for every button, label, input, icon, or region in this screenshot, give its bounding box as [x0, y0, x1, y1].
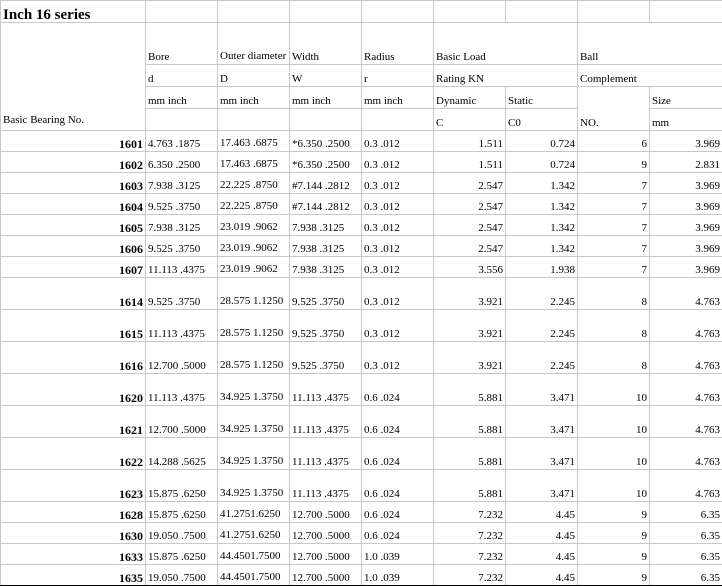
bearing-number: 1605	[1, 215, 146, 236]
table-body	[1, 131, 722, 586]
width-value: 9.525 .3750	[290, 278, 362, 310]
bore-value: 15.875 .6250	[146, 544, 218, 565]
bearing-number: 1601	[1, 131, 146, 152]
bore-value: 14.288 .5625	[146, 438, 218, 470]
ball-count-value: 9	[578, 502, 650, 523]
complement-header: Complement	[578, 65, 722, 87]
header-row-1	[1, 23, 722, 65]
ball-size-value: 4.763	[650, 310, 722, 342]
static-rating-value: 3.471	[506, 374, 578, 406]
dynamic-header: Dynamic	[434, 87, 506, 109]
outer-diameter-value: 28.575 1.1250	[218, 278, 290, 310]
radius-value: 0.3 .012	[362, 173, 434, 194]
radius-value: 0.6 .024	[362, 470, 434, 502]
width-header: Width	[290, 23, 362, 65]
ball-count-value: 9	[578, 544, 650, 565]
bore-symbol: d	[146, 65, 218, 87]
static-rating-value: 2.245	[506, 310, 578, 342]
bore-value: 19.050 .7500	[146, 565, 218, 586]
ball-size-value: 3.969	[650, 131, 722, 152]
dynamic-rating-value: 7.232	[434, 565, 506, 586]
width-value: *6.350 .2500	[290, 152, 362, 173]
static-rating-value: 4.45	[506, 502, 578, 523]
dynamic-rating-value: 7.232	[434, 544, 506, 565]
outer-diameter-value: 23.019 .9062	[218, 257, 290, 278]
bore-value: 7.938 .3125	[146, 173, 218, 194]
radius-value: 0.3 .012	[362, 131, 434, 152]
radius-value: 0.6 .024	[362, 438, 434, 470]
bearing-number: 1607	[1, 257, 146, 278]
static-rating-value: 1.938	[506, 257, 578, 278]
table-row	[1, 374, 722, 406]
radius-unit: mm inch	[362, 87, 434, 109]
dynamic-rating-value: 1.511	[434, 152, 506, 173]
ball-size-value: 3.969	[650, 173, 722, 194]
ball-count-value: 10	[578, 470, 650, 502]
width-value: 12.700 .5000	[290, 544, 362, 565]
ball-header: Ball	[578, 23, 722, 65]
dynamic-symbol: C	[434, 109, 506, 131]
outer-diameter-value: 34.925 1.3750	[218, 438, 290, 470]
ball-count-value: 10	[578, 406, 650, 438]
outer-diameter-value: 41.2751.6250	[218, 523, 290, 544]
width-value: 12.700 .5000	[290, 502, 362, 523]
size-unit: mm	[650, 109, 722, 131]
dynamic-rating-value: 2.547	[434, 194, 506, 215]
bearing-number: 1616	[1, 342, 146, 374]
width-value: 11.113 .4375	[290, 374, 362, 406]
radius-value: 1.0 .039	[362, 565, 434, 586]
outer-diameter-value: 23.019 .9062	[218, 236, 290, 257]
bearing-number: 1633	[1, 544, 146, 565]
bore-value: 15.875 .6250	[146, 470, 218, 502]
static-rating-value: 1.342	[506, 173, 578, 194]
ball-size-value: 6.35	[650, 544, 722, 565]
static-rating-value: 1.342	[506, 194, 578, 215]
width-value: 9.525 .3750	[290, 342, 362, 374]
ball-count-value: 7	[578, 194, 650, 215]
static-rating-value: 0.724	[506, 131, 578, 152]
bore-value: 19.050 .7500	[146, 523, 218, 544]
bore-value: 9.525 .3750	[146, 278, 218, 310]
table-row	[1, 438, 722, 470]
ball-size-value: 4.763	[650, 438, 722, 470]
dynamic-rating-value: 7.232	[434, 523, 506, 544]
outer-symbol: D	[218, 65, 290, 87]
ball-size-value: 3.969	[650, 194, 722, 215]
width-value: *6.350 .2500	[290, 131, 362, 152]
ball-count-value: 7	[578, 236, 650, 257]
ball-count-value: 9	[578, 152, 650, 173]
outer-diameter-value: 17.463 .6875	[218, 152, 290, 173]
ball-size-value: 4.763	[650, 342, 722, 374]
dynamic-rating-value: 3.921	[434, 310, 506, 342]
bearing-number: 1628	[1, 502, 146, 523]
static-rating-value: 3.471	[506, 406, 578, 438]
table-row	[1, 194, 722, 215]
table-row	[1, 152, 722, 173]
table-row	[1, 215, 722, 236]
bore-value: 7.938 .3125	[146, 215, 218, 236]
outer-unit: mm inch	[218, 87, 290, 109]
bore-value: 12.700 .5000	[146, 406, 218, 438]
ball-count-value: 7	[578, 173, 650, 194]
title-row	[1, 1, 722, 23]
outer-diameter-value: 41.2751.6250	[218, 502, 290, 523]
bore-header: Bore	[146, 23, 218, 65]
table-row	[1, 342, 722, 374]
bearing-number: 1606	[1, 236, 146, 257]
ball-count-value: 7	[578, 215, 650, 236]
dynamic-rating-value: 5.881	[434, 374, 506, 406]
table-row	[1, 310, 722, 342]
ball-count-value: 8	[578, 278, 650, 310]
ball-size-value: 3.969	[650, 236, 722, 257]
radius-value: 0.3 .012	[362, 278, 434, 310]
radius-symbol: r	[362, 65, 434, 87]
outer-diameter-value: 23.019 .9062	[218, 215, 290, 236]
ball-count-value: 6	[578, 131, 650, 152]
table-row	[1, 523, 722, 544]
bore-value: 12.700 .5000	[146, 342, 218, 374]
table-row	[1, 544, 722, 565]
outer-diameter-value: 44.4501.7500	[218, 565, 290, 586]
dynamic-rating-value: 3.921	[434, 278, 506, 310]
bearing-number: 1620	[1, 374, 146, 406]
outer-diameter-value: 22.225 .8750	[218, 194, 290, 215]
ball-size-value: 3.969	[650, 257, 722, 278]
bore-value: 11.113 .4375	[146, 310, 218, 342]
ball-size-value: 4.763	[650, 470, 722, 502]
bore-value: 4.763 .1875	[146, 131, 218, 152]
ball-size-value: 6.35	[650, 523, 722, 544]
dynamic-rating-value: 2.547	[434, 236, 506, 257]
outer-diameter-value: 28.575 1.1250	[218, 342, 290, 374]
bearing-number: 1635	[1, 565, 146, 586]
outer-diameter-value: 22.225 .8750	[218, 173, 290, 194]
radius-value: 1.0 .039	[362, 544, 434, 565]
radius-value: 0.6 .024	[362, 406, 434, 438]
radius-value: 0.3 .012	[362, 236, 434, 257]
static-rating-value: 3.471	[506, 470, 578, 502]
dynamic-rating-value: 1.511	[434, 131, 506, 152]
dynamic-rating-value: 3.921	[434, 342, 506, 374]
radius-value: 0.3 .012	[362, 215, 434, 236]
outer-diameter-value: 34.925 1.3750	[218, 374, 290, 406]
dynamic-rating-value: 2.547	[434, 215, 506, 236]
width-value: 11.113 .4375	[290, 406, 362, 438]
width-value: 7.938 .3125	[290, 215, 362, 236]
ball-count-value: 9	[578, 565, 650, 586]
table-row	[1, 565, 722, 586]
static-rating-value: 0.724	[506, 152, 578, 173]
bore-value: 15.875 .6250	[146, 502, 218, 523]
table-row	[1, 131, 722, 152]
ball-size-value: 4.763	[650, 406, 722, 438]
dynamic-rating-value: 7.232	[434, 502, 506, 523]
static-rating-value: 4.45	[506, 523, 578, 544]
dynamic-rating-value: 3.556	[434, 257, 506, 278]
bearing-number: 1623	[1, 470, 146, 502]
width-value: 12.700 .5000	[290, 565, 362, 586]
bearing-number: 1602	[1, 152, 146, 173]
outer-diameter-value: 17.463 .6875	[218, 131, 290, 152]
table-row	[1, 470, 722, 502]
static-rating-value: 1.342	[506, 236, 578, 257]
ball-count-value: 8	[578, 342, 650, 374]
static-rating-value: 2.245	[506, 342, 578, 374]
bearing-number: 1622	[1, 438, 146, 470]
ball-size-value: 3.969	[650, 215, 722, 236]
ball-size-value: 2.831	[650, 152, 722, 173]
bearing-number: 1603	[1, 173, 146, 194]
ball-size-value: 4.763	[650, 278, 722, 310]
bearing-number: 1621	[1, 406, 146, 438]
radius-value: 0.3 .012	[362, 310, 434, 342]
width-value: #7.144 .2812	[290, 194, 362, 215]
static-rating-value: 4.45	[506, 544, 578, 565]
basic-load-header: Basic Load	[434, 23, 578, 65]
dynamic-rating-value: 5.881	[434, 406, 506, 438]
width-value: #7.144 .2812	[290, 173, 362, 194]
outer-diameter-value: 34.925 1.3750	[218, 406, 290, 438]
bearing-number: 1604	[1, 194, 146, 215]
bore-unit: mm inch	[146, 87, 218, 109]
radius-value: 0.3 .012	[362, 152, 434, 173]
dynamic-rating-value: 5.881	[434, 438, 506, 470]
static-rating-value: 1.342	[506, 215, 578, 236]
width-value: 9.525 .3750	[290, 310, 362, 342]
bearing-number: 1630	[1, 523, 146, 544]
basic-bearing-no-header: Basic Bearing No.	[1, 23, 146, 131]
bore-value: 6.350 .2500	[146, 152, 218, 173]
size-header: Size	[650, 87, 722, 109]
bore-value: 11.113 .4375	[146, 257, 218, 278]
outer-diameter-header: Outer diameter	[218, 23, 290, 65]
static-rating-value: 2.245	[506, 278, 578, 310]
static-rating-value: 3.471	[506, 438, 578, 470]
bearing-number: 1615	[1, 310, 146, 342]
radius-value: 0.6 .024	[362, 502, 434, 523]
outer-diameter-value: 44.4501.7500	[218, 544, 290, 565]
dynamic-rating-value: 2.547	[434, 173, 506, 194]
static-symbol: C0	[506, 109, 578, 131]
outer-diameter-value: 28.575 1.1250	[218, 310, 290, 342]
table-row	[1, 173, 722, 194]
dynamic-rating-value: 5.881	[434, 470, 506, 502]
width-value: 7.938 .3125	[290, 257, 362, 278]
ball-count-value: 7	[578, 257, 650, 278]
width-value: 7.938 .3125	[290, 236, 362, 257]
rating-header: Rating KN	[434, 65, 578, 87]
table-row	[1, 236, 722, 257]
bore-value: 11.113 .4375	[146, 374, 218, 406]
ball-size-value: 4.763	[650, 374, 722, 406]
width-unit: mm inch	[290, 87, 362, 109]
bore-value: 9.525 .3750	[146, 236, 218, 257]
series-title: Inch 16 series	[1, 1, 146, 23]
radius-value: 0.6 .024	[362, 374, 434, 406]
ball-no-header: NO.	[578, 87, 650, 131]
radius-value: 0.3 .012	[362, 342, 434, 374]
ball-count-value: 9	[578, 523, 650, 544]
bore-value: 9.525 .3750	[146, 194, 218, 215]
static-header: Static	[506, 87, 578, 109]
width-value: 11.113 .4375	[290, 470, 362, 502]
bearing-number: 1614	[1, 278, 146, 310]
radius-value: 0.6 .024	[362, 523, 434, 544]
ball-count-value: 10	[578, 374, 650, 406]
width-value: 12.700 .5000	[290, 523, 362, 544]
table-row	[1, 502, 722, 523]
ball-size-value: 6.35	[650, 502, 722, 523]
radius-value: 0.3 .012	[362, 194, 434, 215]
table-row	[1, 278, 722, 310]
static-rating-value: 4.45	[506, 565, 578, 586]
table-row	[1, 406, 722, 438]
radius-header: Radius	[362, 23, 434, 65]
table-row	[1, 257, 722, 278]
outer-diameter-value: 34.925 1.3750	[218, 470, 290, 502]
width-symbol: W	[290, 65, 362, 87]
ball-size-value: 6.35	[650, 565, 722, 586]
width-value: 11.113 .4375	[290, 438, 362, 470]
ball-count-value: 10	[578, 438, 650, 470]
radius-value: 0.3 .012	[362, 257, 434, 278]
ball-count-value: 8	[578, 310, 650, 342]
